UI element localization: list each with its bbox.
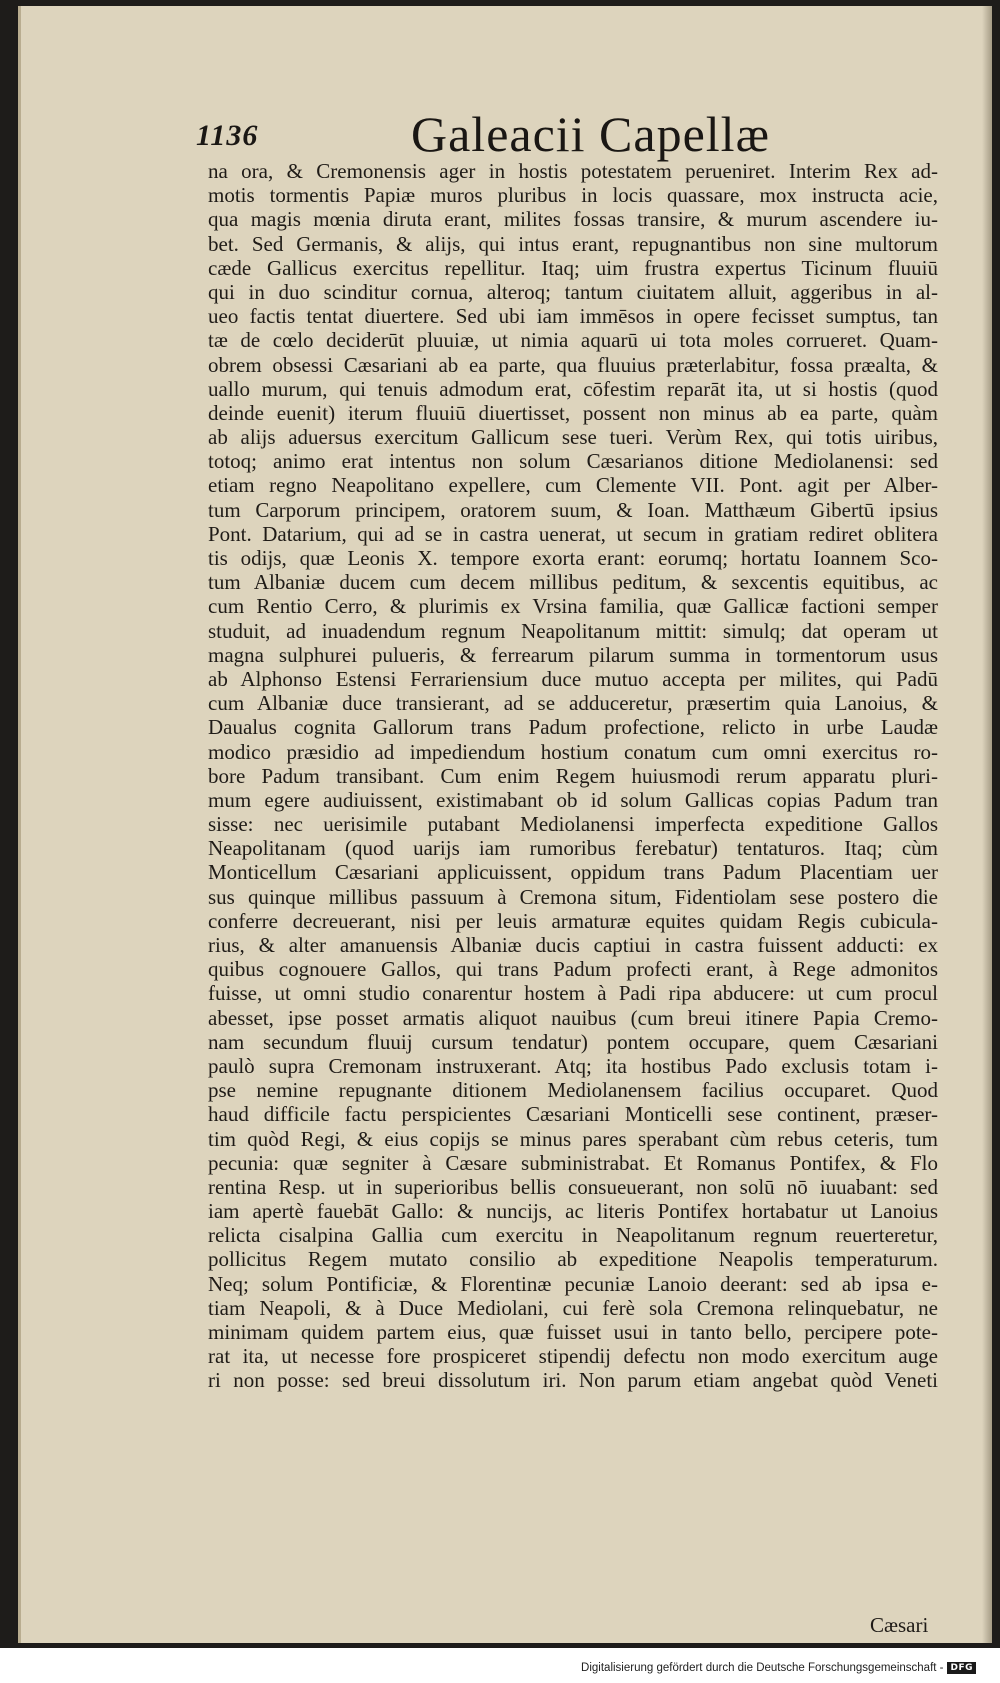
- text-line: pollicitus Regem mutato consilio ab expeditione Neapolis temperaturum.: [208, 1247, 938, 1272]
- page-number: 1136: [196, 119, 259, 152]
- text-line: qua magis mœnia diruta erant, milites fossas transire, & murum ascendere iu-: [208, 207, 938, 232]
- text-line: nam secundum fluuij cursum tendatur) pontem occupare, quem Cæsariani: [208, 1029, 938, 1054]
- text-line: uallo murum, qui tenuis admodum erat, cōfestim reparāt ita, ut si hostis (quod: [208, 376, 938, 401]
- text-line: tum Albaniæ ducem cum decem millibus peditum, & sexcentis equitibus, ac: [208, 570, 938, 595]
- text-line: Pont. Datarium, qui ad se in castra uenerat, ut secum in gratiam rediret oblitera: [208, 521, 938, 546]
- text-line: obrem obsessi Cæsariani ab ea parte, qua fluuius præterlabitur, fossa præalta, &: [208, 352, 938, 377]
- credit-text: Digitalisierung gefördert durch die Deutsche Forschungsgemeinschaft -: [581, 1662, 944, 1674]
- running-title: Galeacii Capellæ: [411, 106, 770, 162]
- text-line: pecunia: quæ segniter à Cæsare subministrabat. Et Romanus Pontifex, & Flo: [208, 1150, 938, 1175]
- text-line: Daualus cognita Gallorum trans Padum profectione, relicto in urbe Laudæ: [208, 715, 938, 740]
- text-line: ab Alphonso Estensi Ferrariensium duce mutuo accepta per milites, qui Padū: [208, 666, 938, 691]
- text-line: ueo factis tentat diuertere. Sed ubi iam immēsos in opere fecisset sumptus, tan: [208, 304, 938, 329]
- text-line: qui in duo scinditur cornua, alteroq; tantum ciuitatem alluit, aggeribus in al-: [208, 279, 938, 304]
- text-line: modico præsidio ad impediendum hostium conatum cum omni exercitus ro-: [208, 739, 938, 764]
- text-line: tum Carporum principem, oratorem suum, & Ioan. Matthæum Gibertū ipsius: [208, 497, 938, 522]
- text-line: sus quinque millibus passuum à Cremona situm, Fidentiolam sese postero die: [208, 884, 938, 909]
- text-line: rentina Resp. ut in superioribus bellis consueuerant, non solū nō iuuabant: sed: [208, 1174, 938, 1199]
- text-line: Monticellum Cæsariani applicuissent, oppidum trans Padum Placentiam uer: [208, 860, 938, 885]
- text-line: deinde euenit) iterum fluuiū diuertisset, possent non minus ab ea parte, quàm: [208, 400, 938, 425]
- text-line: magna sulphurei pulueris, & ferrearum pilarum summa in tormentorum usus: [208, 642, 938, 667]
- text-line: pse nemine repugnante ditionem Mediolanensem facilius occuparet. Quod: [208, 1078, 938, 1103]
- text-line: na ora, & Cremonensis ager in hostis potestatem perueniret. Interim Rex ad-: [208, 159, 938, 183]
- text-line: ab alijs aduersus exercitum Gallicum sese tueri. Verùm Rex, qui totis uiribus,: [208, 425, 938, 450]
- text-line: bore Padum transibant. Cum enim Regem huiusmodi rerum apparatu pluri-: [208, 763, 938, 788]
- text-line: Neapolitanam (quod uarijs iam rumoribus ferebatur) tentaturos. Itaq; cùm: [208, 836, 938, 861]
- catchword: Cæsari: [870, 1613, 929, 1637]
- text-line: totoq; animo erat intentus non solum Cæsarianos ditione Mediolanensi: sed: [208, 449, 938, 474]
- text-line: tæ de cœlo deciderūt pluuiæ, ut nimia aquarū ui tota moles corrueret. Quam-: [208, 328, 938, 353]
- digitization-credit: [581, 1662, 976, 1674]
- text-line: Neq; solum Pontificiæ, & Florentinæ pecuniæ Lanoio deerant: sed ab ipsa e-: [208, 1271, 938, 1296]
- text-line: motis tormentis Papiæ muros pluribus in locis quassare, mox instructa acie,: [208, 183, 938, 208]
- text-line: sisse: nec uerisimile putabant Mediolanensi imperfecta expeditione Gallos: [208, 812, 938, 837]
- text-line: tim quòd Regi, & eius copijs se minus pares sperabant cùm rebus ceteris, tum: [208, 1126, 938, 1151]
- text-line: cum Rentio Cerro, & plurimis ex Vrsina familia, quæ Gallicæ factioni semper: [208, 594, 938, 619]
- text-line: tiam Neapoli, & à Duce Mediolani, cui ferè sola Cremona relinquebatur, ne: [208, 1295, 938, 1320]
- text-line: haud difficile factu perspicientes Cæsariani Monticelli sese continent, præser-: [208, 1102, 938, 1127]
- text-line: etiam regno Neapolitano expellere, cum Clemente VII. Pont. agit per Alber-: [208, 473, 938, 498]
- body-text: [208, 159, 938, 1393]
- text-line: cæde Gallicus exercitus repellitur. Itaq; uim frustra expertus Ticinum fluuiū: [208, 255, 938, 280]
- text-line: minimam quidem partem eius, quæ fuisset usui in tanto bello, percipere pote-: [208, 1320, 938, 1344]
- text-line: mum egere audiuissent, existimabant ob id solum Gallicas copias Padum tran: [208, 787, 938, 812]
- text-line: paulò supra Cremonam instruxerant. Atq; ita hostibus Pado exclusis totam i-: [208, 1053, 938, 1078]
- text-line: quibus cognouere Gallos, qui trans Padum profecti erant, à Rege admonitos: [208, 957, 938, 982]
- page-header: [196, 105, 896, 165]
- text-line: rat ita, ut necesse fore prospiceret stipendij defectu non modo exercitum auge: [208, 1344, 938, 1369]
- text-line: cum Albaniæ duce transierant, ad se adduceretur, præsertim quia Lanoius, &: [208, 691, 938, 716]
- dfg-logo: DFG: [947, 1662, 976, 1674]
- text-line: tis odijs, quæ Leonis X. tempore exorta erant: eorumq; hortatu Ioannem Sco-: [208, 546, 938, 570]
- text-line: iam apertè fauebāt Gallo: & nuncijs, ac literis Pontifex hortabatur ut Lanoius: [208, 1199, 938, 1224]
- text-line: conferre decreuerant, nisi per leuis armaturæ equites quidam Regis cubicula-: [208, 908, 938, 933]
- text-line: relicta cisalpina Gallia cum exercitu in Neapolitanum regnum reuerteretur,: [208, 1223, 938, 1248]
- text-line: fuisse, ut omni studio conarentur hostem à Padi ripa abducere: ut cum procul: [208, 981, 938, 1006]
- text-line: bet. Sed Germanis, & alijs, qui intus erant, repugnantibus non sine multorum: [208, 231, 938, 256]
- text-line: abesset, ipse posset armatis aliquot nauibus (cum breui itinere Papia Cremo-: [208, 1005, 938, 1030]
- text-line: studuit, ad inuadendum regnum Neapolitanum mittit: simulq; dat operam ut: [208, 618, 938, 643]
- text-line: ri non posse: sed breui dissolutum iri. Non parum etiam angebat quòd Veneti: [208, 1368, 938, 1393]
- text-line: rius, & alter amanuensis Albaniæ ducis captiui in castra fuissent adducti: ex: [208, 933, 938, 957]
